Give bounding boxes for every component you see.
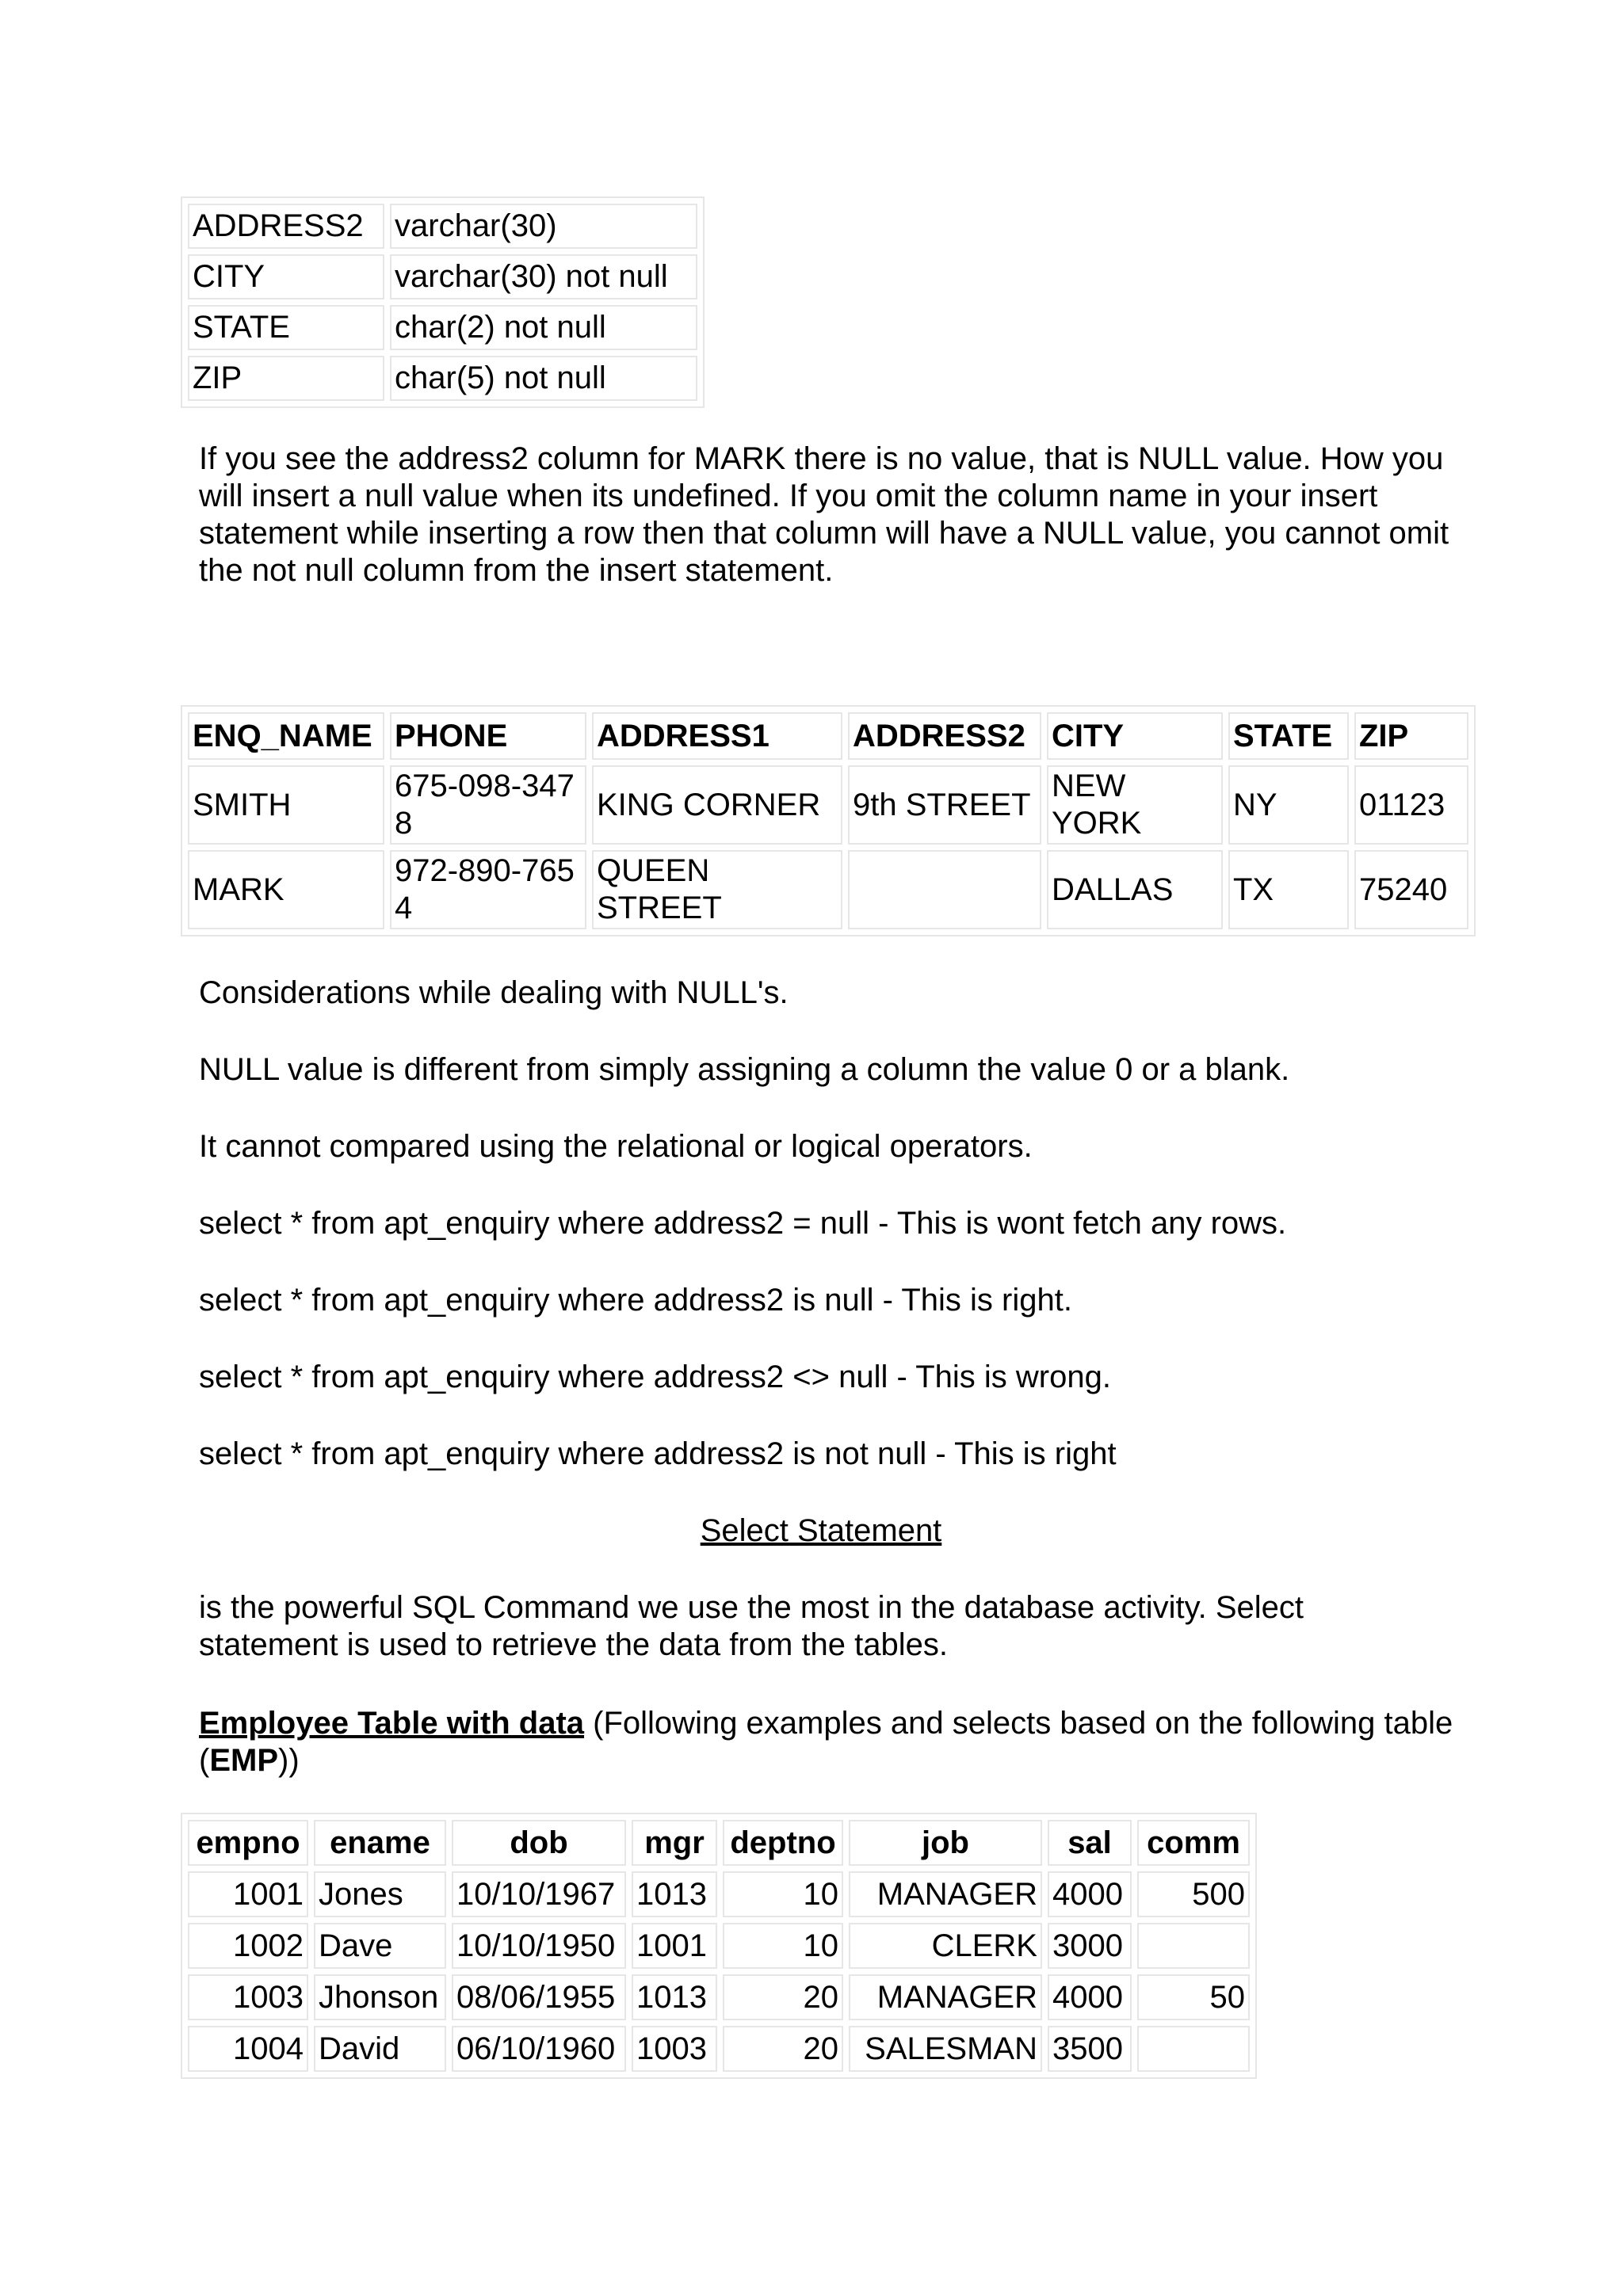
table-cell: 1002 xyxy=(188,1923,308,1969)
text-line: NULL value is different from simply assigning a column the value 0 or a blank. xyxy=(199,1052,1290,1087)
table-cell: 4000 xyxy=(1048,1974,1132,2020)
table-cell: 06/10/1960 xyxy=(452,2026,626,2072)
table-row xyxy=(188,254,697,299)
table-cell: 08/06/1955 xyxy=(452,1974,626,2020)
sql-example: select * from apt_enquiry where address2 is not null - This is right xyxy=(199,1436,1117,1471)
table-cell: 10 xyxy=(723,1871,843,1917)
table-cell: 20 xyxy=(723,1974,843,2020)
table-cell: DALLAS xyxy=(1047,850,1223,929)
sql-example: select * from apt_enquiry where address2 <> null - This is wrong. xyxy=(199,1360,1111,1394)
table-cell: 500 xyxy=(1137,1871,1250,1917)
table-cell: KING CORNER xyxy=(592,765,842,845)
sql-example: select * from apt_enquiry where address2 = null - This is wont fetch any rows. xyxy=(199,1206,1287,1241)
table-cell: 9th STREET xyxy=(848,765,1041,845)
column-header: dob xyxy=(452,1820,626,1866)
table-cell: 10 xyxy=(723,1923,843,1969)
table-row xyxy=(188,850,1468,929)
column-header: CITY xyxy=(1047,712,1223,760)
table-cell: 1001 xyxy=(188,1871,308,1917)
emp-intro-end: )) xyxy=(278,1743,300,1778)
table-cell: TX xyxy=(1228,850,1349,929)
table-cell: 1003 xyxy=(188,1974,308,2020)
table-cell: QUEEN STREET xyxy=(592,850,842,929)
column-header: ZIP xyxy=(1354,712,1468,760)
table-cell: 972-890-7654 xyxy=(390,850,586,929)
table-cell: ZIP xyxy=(188,356,384,401)
table-cell: SALESMAN xyxy=(849,2026,1042,2072)
table-cell: 1013 xyxy=(632,1974,717,2020)
table-cell: char(5) not null xyxy=(390,356,697,401)
column-header: sal xyxy=(1048,1820,1132,1866)
column-header: mgr xyxy=(632,1820,717,1866)
table-cell: NEW YORK xyxy=(1047,765,1223,845)
table-cell: varchar(30) not null xyxy=(390,254,697,299)
emp-table-name: EMP xyxy=(209,1743,279,1778)
table-cell: 4000 xyxy=(1048,1871,1132,1917)
table-row xyxy=(188,356,697,401)
table-cell: David xyxy=(314,2026,446,2072)
table-cell: 3000 xyxy=(1048,1923,1132,1969)
table-cell: 1003 xyxy=(632,2026,717,2072)
table-cell xyxy=(1137,2026,1250,2072)
column-header: ADDRESS1 xyxy=(592,712,842,760)
table-cell xyxy=(848,850,1041,929)
select-paragraph: is the powerful SQL Command we use the most in the database activity. Select statement is used to retrieve the data from the tables. xyxy=(199,1590,1304,1662)
table-cell: varchar(30) xyxy=(390,204,697,249)
table-cell: 75240 xyxy=(1354,850,1468,929)
table-cell: STATE xyxy=(188,305,384,350)
column-header: ENQ_NAME xyxy=(188,712,384,760)
table-cell: 01123 xyxy=(1354,765,1468,845)
table-cell: 10/10/1950 xyxy=(452,1923,626,1969)
null-paragraph: If you see the address2 column for MARK there is no value, that is NULL value. How you will insert a null value when its undefined. If you omit the column name in your insert statement while inserting a row then that column will have a NULL value, you cannot omit the not null column from the insert statement. xyxy=(199,441,1449,588)
table-cell: MANAGER xyxy=(849,1974,1042,2020)
table-cell: CLERK xyxy=(849,1923,1042,1969)
table-cell: 675-098-3478 xyxy=(390,765,586,845)
column-header: empno xyxy=(188,1820,308,1866)
table-cell: char(2) not null xyxy=(390,305,697,350)
table-cell: MARK xyxy=(188,850,384,929)
column-header: job xyxy=(849,1820,1042,1866)
table-cell: MANAGER xyxy=(849,1871,1042,1917)
table-row xyxy=(188,1871,1250,1917)
section-heading: Select Statement xyxy=(700,1513,942,1548)
table-header-row xyxy=(188,712,1468,760)
table-cell: Jhonson xyxy=(314,1974,446,2020)
table-row xyxy=(188,1974,1250,2020)
table-cell: SMITH xyxy=(188,765,384,845)
considerations-heading: Considerations while dealing with NULL's. xyxy=(199,975,789,1010)
table-cell: 3500 xyxy=(1048,2026,1132,2072)
table-cell: NY xyxy=(1228,765,1349,845)
table-row xyxy=(188,204,697,249)
table-row xyxy=(188,2026,1250,2072)
sql-example: select * from apt_enquiry where address2 is null - This is right. xyxy=(199,1283,1072,1318)
emp-table xyxy=(181,1813,1257,2079)
table-cell: ADDRESS2 xyxy=(188,204,384,249)
table-cell: 1004 xyxy=(188,2026,308,2072)
column-header: deptno xyxy=(723,1820,843,1866)
column-header: comm xyxy=(1137,1820,1250,1866)
table-row xyxy=(188,305,697,350)
emp-intro-title: Employee Table with data xyxy=(199,1706,585,1741)
emp-intro-text: (Following examples and selects based on the following table ( xyxy=(199,1706,1453,1778)
table-cell: 1013 xyxy=(632,1871,717,1917)
column-header: ename xyxy=(314,1820,446,1866)
table-cell: 20 xyxy=(723,2026,843,2072)
enquiry-table xyxy=(181,705,1476,936)
table-row xyxy=(188,765,1468,845)
text-line: It cannot compared using the relational or logical operators. xyxy=(199,1129,1033,1164)
table-cell: CITY xyxy=(188,254,384,299)
table-row xyxy=(188,1923,1250,1969)
schema-table xyxy=(181,196,705,408)
table-cell: Dave xyxy=(314,1923,446,1969)
column-header: STATE xyxy=(1228,712,1349,760)
table-cell: Jones xyxy=(314,1871,446,1917)
table-cell: 1001 xyxy=(632,1923,717,1969)
table-cell: 10/10/1967 xyxy=(452,1871,626,1917)
emp-intro xyxy=(199,1705,1467,1779)
column-header: ADDRESS2 xyxy=(848,712,1041,760)
column-header: PHONE xyxy=(390,712,586,760)
table-cell: 50 xyxy=(1137,1974,1250,2020)
table-cell xyxy=(1137,1923,1250,1969)
table-header-row xyxy=(188,1820,1250,1866)
